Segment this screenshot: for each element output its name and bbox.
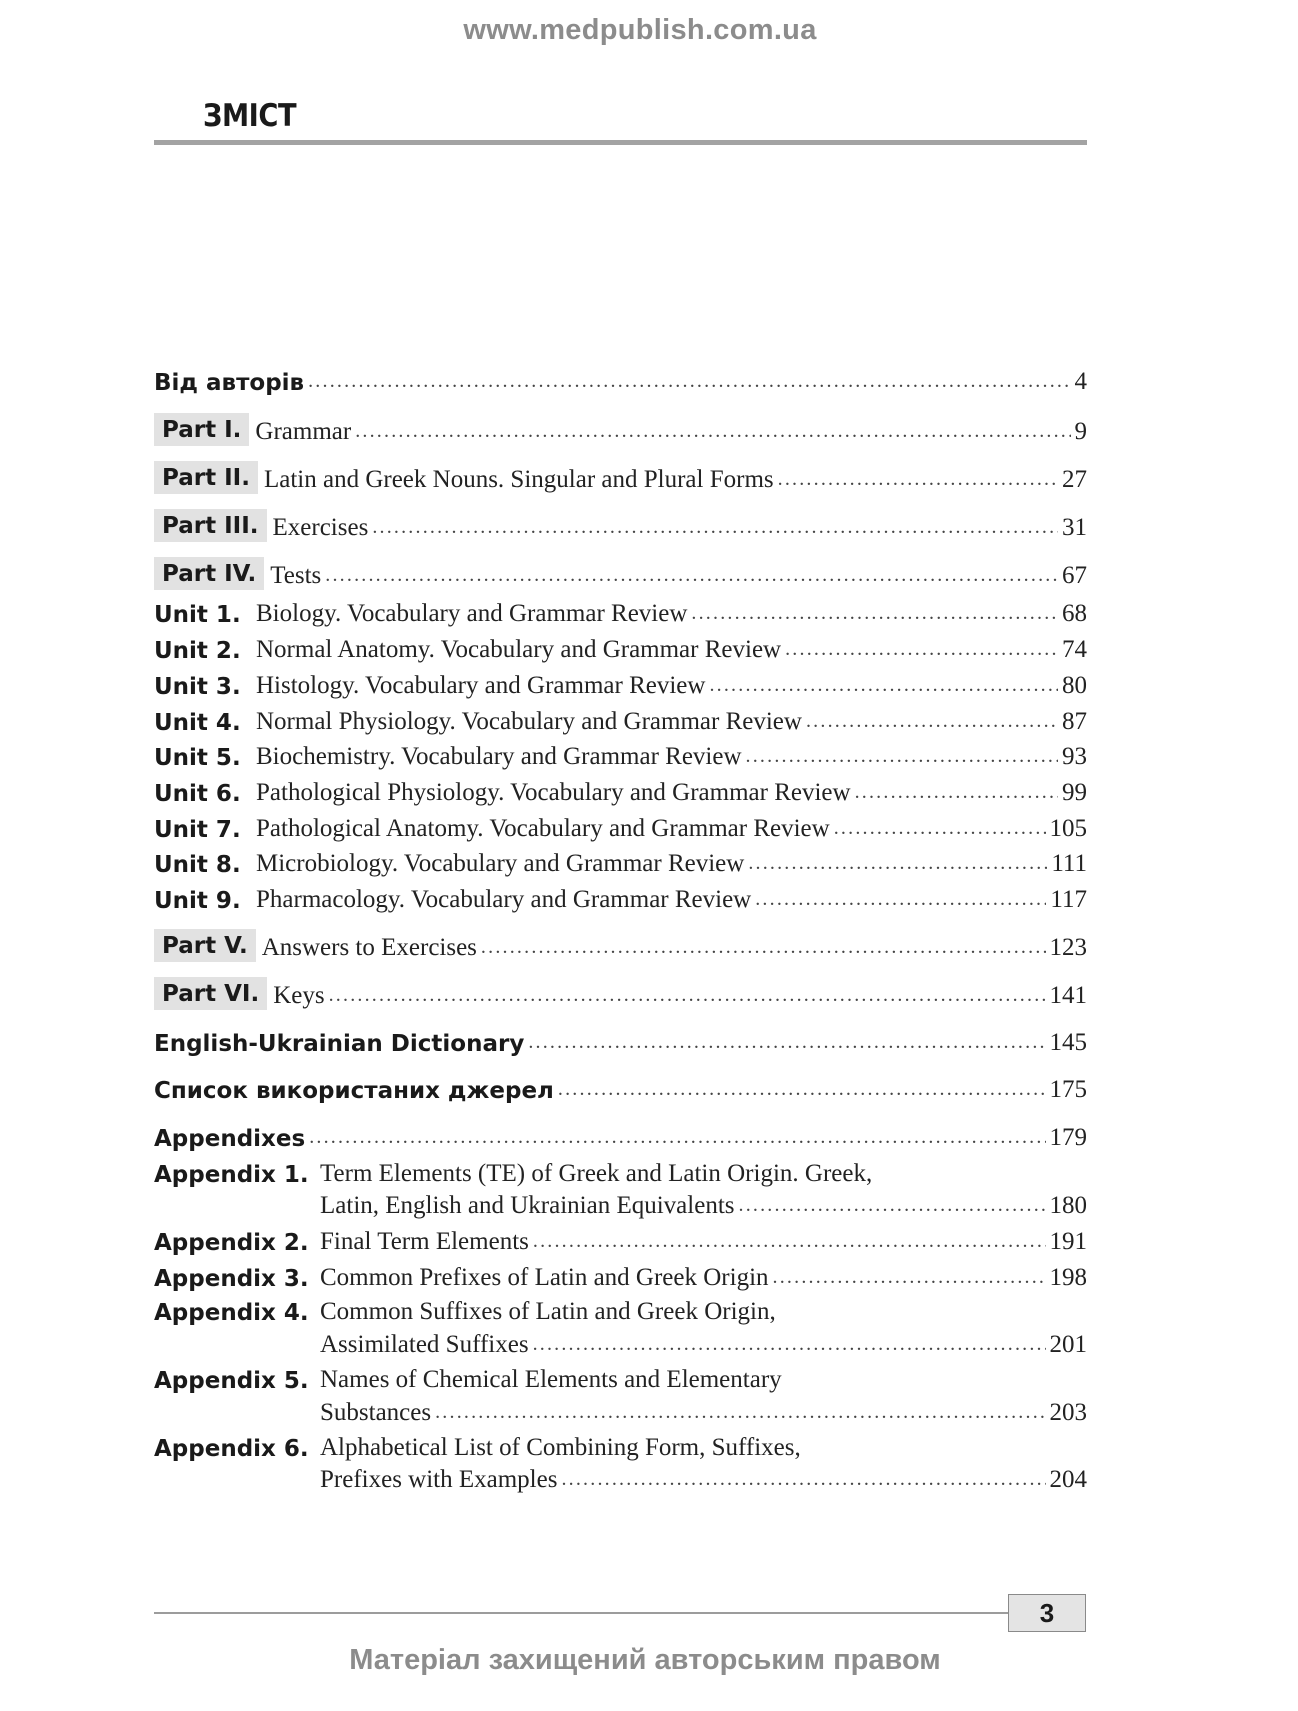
toc-title-line2: Prefixes with Examples bbox=[320, 1466, 558, 1493]
toc-title: Final Term Elements bbox=[320, 1228, 529, 1255]
unit-label: Unit 5. bbox=[154, 745, 241, 771]
toc-title: Latin and Greek Nouns. Singular and Plural Forms bbox=[263, 466, 774, 493]
leader-dots bbox=[329, 976, 1046, 1010]
leader-dots bbox=[325, 556, 1058, 590]
toc-entry-preface[interactable] bbox=[154, 362, 1087, 396]
appendix-label: Appendix 5. bbox=[154, 1368, 309, 1394]
toc-entry-appendix-continued[interactable] bbox=[320, 1393, 1087, 1427]
unit-label: Unit 2. bbox=[154, 638, 241, 664]
toc-entry-unit[interactable] bbox=[154, 666, 1087, 700]
page-number: 111 bbox=[1051, 850, 1087, 877]
appendix-label: Appendix 3. bbox=[154, 1266, 309, 1292]
leader-dots bbox=[778, 460, 1058, 494]
toc-entry-part[interactable] bbox=[154, 976, 1087, 1010]
toc-title: Pathological Anatomy. Vocabulary and Grammar Review bbox=[256, 815, 830, 842]
toc-title: Normal Anatomy. Vocabulary and Grammar Review bbox=[256, 636, 782, 663]
part-label-box: Part II. bbox=[154, 461, 258, 494]
page-number: 80 bbox=[1062, 672, 1087, 699]
toc-entry-unit[interactable] bbox=[154, 880, 1087, 914]
toc-title-line2: Substances bbox=[320, 1399, 432, 1426]
page-number: 93 bbox=[1062, 743, 1087, 770]
leader-dots bbox=[691, 594, 1058, 628]
appendix-label: Appendix 1. bbox=[154, 1162, 309, 1188]
leader-dots bbox=[709, 666, 1058, 700]
page-number: 204 bbox=[1049, 1466, 1087, 1493]
leader-dots bbox=[372, 508, 1058, 542]
toc-label: Від авторів bbox=[154, 370, 305, 396]
leader-dots bbox=[748, 844, 1047, 878]
appendix-label: Appendix 6. bbox=[154, 1436, 309, 1462]
toc-label: Appendixes bbox=[154, 1126, 306, 1152]
page-number: 87 bbox=[1062, 708, 1087, 735]
header-rule bbox=[154, 140, 1087, 145]
toc-title: Common Prefixes of Latin and Greek Origin bbox=[320, 1264, 769, 1291]
toc-title: Pathological Physiology. Vocabulary and Grammar Review bbox=[256, 779, 851, 806]
toc-entry-appendix-continued[interactable] bbox=[320, 1325, 1087, 1359]
leader-dots bbox=[785, 630, 1058, 664]
toc-title: Microbiology. Vocabulary and Grammar Review bbox=[256, 850, 745, 877]
toc-title: Biology. Vocabulary and Grammar Review bbox=[256, 600, 688, 627]
page-number: 117 bbox=[1050, 886, 1087, 913]
toc-entry-part[interactable] bbox=[154, 508, 1087, 542]
page-number: 179 bbox=[1049, 1124, 1087, 1151]
page-title: ЗМІСТ bbox=[203, 98, 297, 134]
unit-label: Unit 7. bbox=[154, 817, 241, 843]
unit-label: Unit 1. bbox=[154, 602, 241, 628]
page-number: 191 bbox=[1049, 1228, 1087, 1255]
part-label-box: Part VI. bbox=[154, 977, 267, 1010]
leader-dots bbox=[528, 1023, 1045, 1057]
toc-entry-unit[interactable] bbox=[154, 594, 1087, 628]
page-number: 201 bbox=[1049, 1331, 1087, 1358]
toc-title: Normal Physiology. Vocabulary and Grammar Review bbox=[256, 708, 802, 735]
toc-entry-dictionary[interactable] bbox=[154, 1023, 1087, 1057]
toc-title: Common Suffixes of Latin and Greek Origin, bbox=[320, 1298, 776, 1325]
toc-title: Tests bbox=[270, 562, 322, 589]
toc-entry-part[interactable] bbox=[154, 556, 1087, 590]
toc-entry-references[interactable] bbox=[154, 1070, 1087, 1104]
appendix-label: Appendix 2. bbox=[154, 1230, 309, 1256]
toc-entry-part[interactable] bbox=[154, 928, 1087, 962]
leader-dots bbox=[558, 1070, 1046, 1104]
leader-dots bbox=[435, 1393, 1045, 1427]
leader-dots bbox=[855, 773, 1058, 807]
toc-entry-appendix-continued[interactable] bbox=[320, 1186, 1087, 1220]
toc-entry-appendixes[interactable] bbox=[154, 1118, 1087, 1152]
copyright-notice: Матеріал захищений авторським правом bbox=[349, 1644, 941, 1676]
toc-title: Answers to Exercises bbox=[261, 934, 477, 961]
unit-label: Unit 6. bbox=[154, 781, 241, 807]
toc-entry-appendix[interactable] bbox=[154, 1292, 1087, 1326]
toc-entry-appendix[interactable] bbox=[154, 1222, 1087, 1256]
unit-label: Unit 9. bbox=[154, 888, 241, 914]
toc-title: Pharmacology. Vocabulary and Grammar Review bbox=[256, 886, 752, 913]
toc-entry-part[interactable] bbox=[154, 412, 1087, 446]
page-number: 123 bbox=[1049, 934, 1087, 961]
part-label-box: Part I. bbox=[154, 413, 249, 446]
toc-title: Histology. Vocabulary and Grammar Review bbox=[256, 672, 706, 699]
page-number: 198 bbox=[1049, 1264, 1087, 1291]
leader-dots bbox=[773, 1258, 1046, 1292]
toc-label: Список використаних джерел bbox=[154, 1078, 554, 1104]
leader-dots bbox=[481, 928, 1046, 962]
footer-rule bbox=[154, 1612, 1010, 1614]
page-number: 27 bbox=[1062, 466, 1087, 493]
toc-entry-unit[interactable] bbox=[154, 702, 1087, 736]
unit-label: Unit 8. bbox=[154, 852, 241, 878]
page-number: 141 bbox=[1049, 982, 1087, 1009]
toc-title-line2: Latin, English and Ukrainian Equivalents bbox=[320, 1192, 735, 1219]
toc-entry-part[interactable] bbox=[154, 460, 1087, 494]
page-number: 105 bbox=[1049, 815, 1087, 842]
toc-title-line2: Assimilated Suffixes bbox=[320, 1331, 529, 1358]
toc-entry-unit[interactable] bbox=[154, 773, 1087, 807]
leader-dots bbox=[561, 1460, 1045, 1494]
page-number: 67 bbox=[1062, 562, 1087, 589]
leader-dots bbox=[533, 1222, 1046, 1256]
leader-dots bbox=[308, 362, 1070, 396]
part-label-box: Part III. bbox=[154, 509, 267, 542]
toc-title: Exercises bbox=[272, 514, 369, 541]
toc-entry-unit[interactable] bbox=[154, 630, 1087, 664]
leader-dots bbox=[834, 809, 1046, 843]
toc-entry-unit[interactable] bbox=[154, 737, 1087, 771]
leader-dots bbox=[806, 702, 1058, 736]
page-number: 9 bbox=[1074, 418, 1087, 445]
leader-dots bbox=[533, 1325, 1046, 1359]
toc-title: Alphabetical List of Combining Form, Suffixes, bbox=[320, 1434, 801, 1461]
page-number: 4 bbox=[1074, 368, 1087, 395]
appendix-label: Appendix 4. bbox=[154, 1300, 309, 1326]
toc-title: Biochemistry. Vocabulary and Grammar Review bbox=[256, 743, 742, 770]
part-label-box: Part IV. bbox=[154, 557, 264, 590]
page-number: 74 bbox=[1062, 636, 1087, 663]
toc-title: Grammar bbox=[255, 418, 352, 445]
toc-label: English-Ukrainian Dictionary bbox=[154, 1031, 525, 1057]
toc-entry-appendix[interactable] bbox=[154, 1258, 1087, 1292]
page-number: 99 bbox=[1062, 779, 1087, 806]
page-number: 180 bbox=[1049, 1192, 1087, 1219]
page-number: 145 bbox=[1049, 1029, 1087, 1056]
unit-label: Unit 4. bbox=[154, 710, 241, 736]
toc-entry-appendix[interactable] bbox=[154, 1428, 1087, 1462]
toc-title: Term Elements (TE) of Greek and Latin Origin. Greek, bbox=[320, 1160, 873, 1187]
toc-entry-appendix[interactable] bbox=[154, 1360, 1087, 1394]
watermark-url: www.medpublish.com.ua bbox=[463, 14, 817, 46]
leader-dots bbox=[755, 880, 1046, 914]
toc-title: Keys bbox=[273, 982, 325, 1009]
page-number: 203 bbox=[1049, 1399, 1087, 1426]
page-number: 31 bbox=[1062, 514, 1087, 541]
leader-dots bbox=[355, 412, 1070, 446]
toc-title: Names of Chemical Elements and Elementary bbox=[320, 1366, 782, 1393]
toc-entry-appendix[interactable] bbox=[154, 1154, 1087, 1188]
leader-dots bbox=[739, 1186, 1046, 1220]
leader-dots bbox=[746, 737, 1058, 771]
toc-entry-unit[interactable] bbox=[154, 809, 1087, 843]
unit-label: Unit 3. bbox=[154, 674, 241, 700]
part-label-box: Part V. bbox=[154, 929, 256, 962]
page-number: 68 bbox=[1062, 600, 1087, 627]
toc-entry-appendix-continued[interactable] bbox=[320, 1460, 1087, 1494]
page-number-box: 3 bbox=[1008, 1594, 1086, 1632]
leader-dots bbox=[309, 1118, 1045, 1152]
toc-entry-unit[interactable] bbox=[154, 844, 1087, 878]
page-number: 175 bbox=[1049, 1076, 1087, 1103]
